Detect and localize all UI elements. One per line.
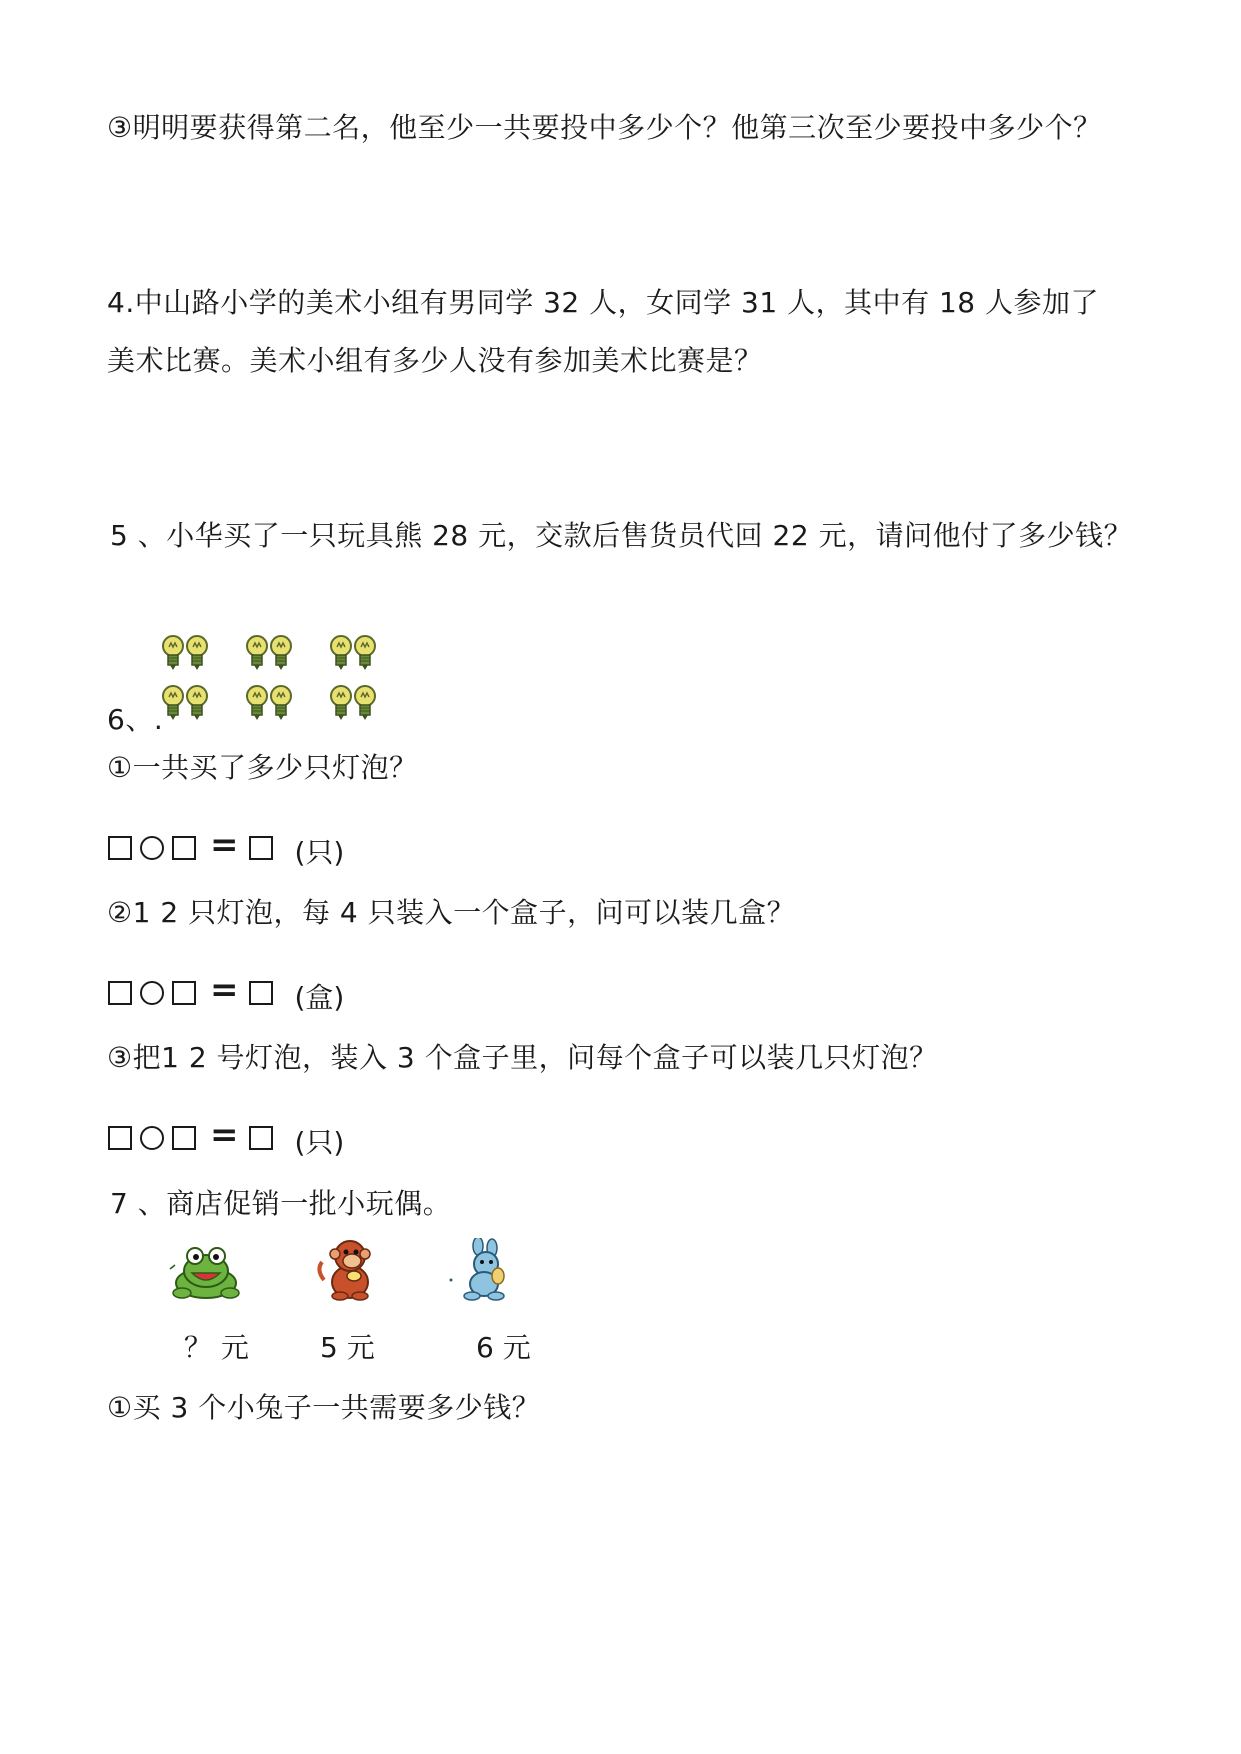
question-6-number: 6、. (107, 703, 164, 736)
answer-box[interactable] (172, 836, 196, 860)
bulb-pair-1-bottom (163, 686, 207, 720)
question-7: 7 、商店促销一批小玩偶。 (110, 1187, 452, 1220)
formula-3 (108, 1115, 345, 1159)
unit-label: (只) (294, 836, 345, 869)
bulb-pair-3-top (331, 636, 375, 670)
question-7-part-1: ①买 3 个小兔子一共需要多少钱？ (107, 1391, 541, 1424)
bulb-pair-1-top (163, 636, 207, 670)
equals-sign: = (210, 970, 239, 1010)
equals-sign: = (210, 825, 239, 865)
question-6-part-1: ①一共买了多少只灯泡？ (107, 751, 418, 784)
equals-sign: = (210, 1115, 239, 1155)
answer-box[interactable] (108, 836, 132, 860)
question-5: 5 、小华买了一只玩具熊 28 元，交款后售货员代回 22 元，请问他付了多少钱？ (110, 519, 1133, 552)
operator-circle[interactable] (140, 836, 164, 860)
bulb-pair-2-bottom (247, 686, 291, 720)
question-3-part-3: ③明明要获得第二名，他至少一共要投中多少个？他第三次至少要投中多少个？ (107, 111, 1102, 144)
answer-box[interactable] (108, 981, 132, 1005)
monkey-price: 5 元 (320, 1331, 375, 1364)
monkey-toy-icon (316, 1236, 380, 1302)
formula-2 (108, 970, 345, 1014)
question-6-part-3: ③把1 2 号灯泡，装入 3 个盒子里，问每个盒子可以装几只灯泡？ (107, 1041, 938, 1074)
bulb-pair-2-top (247, 636, 291, 670)
answer-box[interactable] (172, 1126, 196, 1150)
unit-label: (只) (294, 1126, 345, 1159)
answer-box[interactable] (172, 981, 196, 1005)
operator-circle[interactable] (140, 981, 164, 1005)
answer-box[interactable] (249, 836, 273, 860)
answer-box[interactable] (108, 1126, 132, 1150)
question-4-line-2: 美术比赛。美术小组有多少人没有参加美术比赛是？ (107, 344, 763, 377)
bulb-pair-3-bottom (331, 686, 375, 720)
operator-circle[interactable] (140, 1126, 164, 1150)
question-6-part-2: ②1 2 只灯泡，每 4 只装入一个盒子，问可以装几盒？ (107, 896, 796, 929)
rabbit-toy-icon (448, 1238, 516, 1302)
answer-box[interactable] (249, 981, 273, 1005)
frog-price: ？ 元 (184, 1331, 249, 1364)
light-bulbs-illustration (160, 632, 384, 728)
unit-label: (盒) (294, 981, 345, 1014)
rabbit-price: 6 元 (476, 1331, 531, 1364)
question-4-line-1: 4.中山路小学的美术小组有男同学 32 人，女同学 31 人，其中有 18 人参加了 (107, 286, 1100, 319)
frog-toy-icon (168, 1243, 244, 1301)
answer-box[interactable] (249, 1126, 273, 1150)
formula-1 (108, 825, 345, 869)
